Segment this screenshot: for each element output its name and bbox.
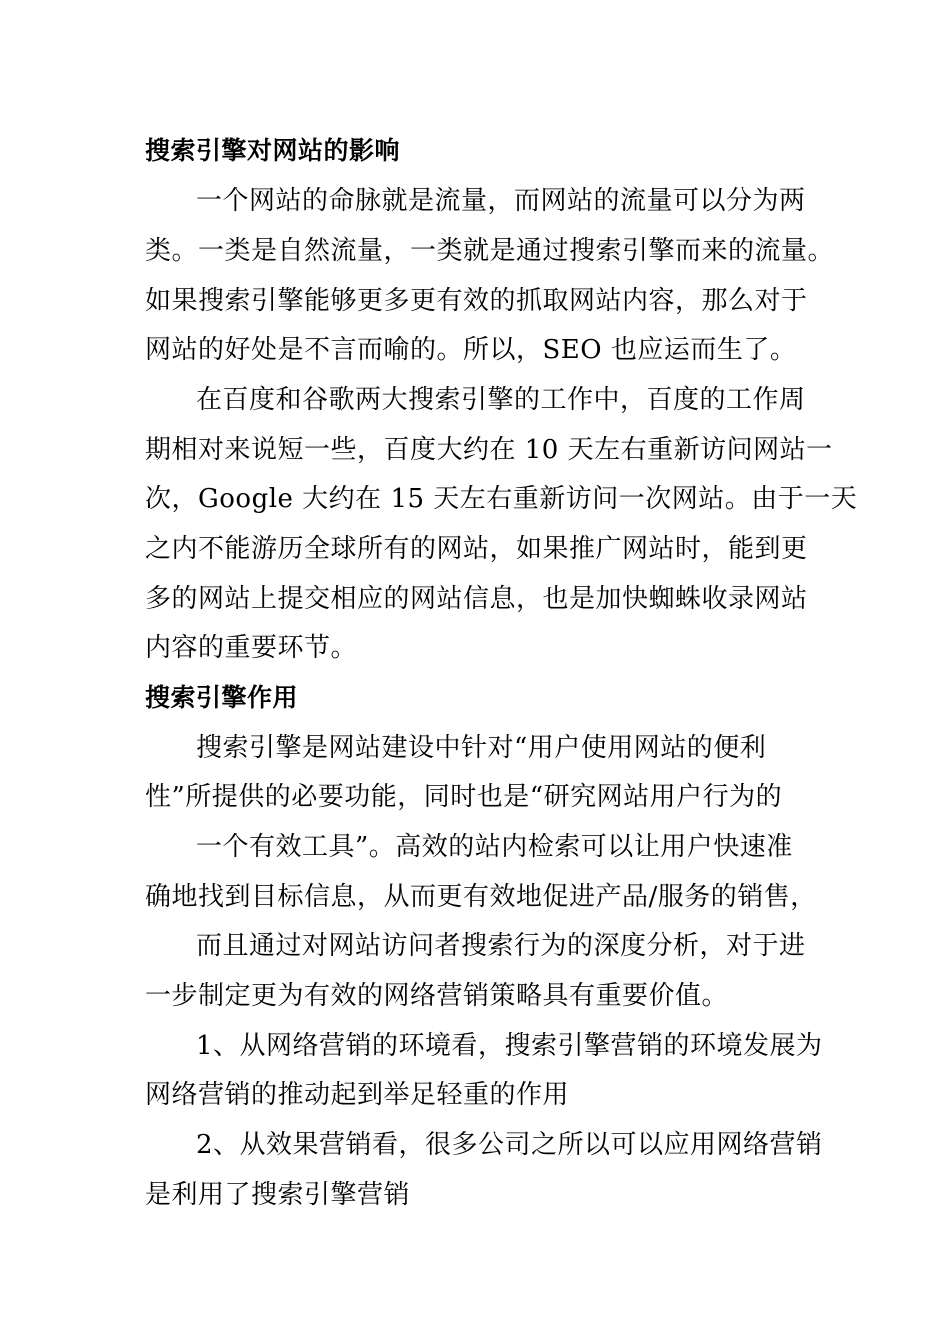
paragraph-line: 多的网站上提交相应的网站信息，也是加快蜘蛛收录网站: [145, 584, 808, 614]
paragraph-line: 在百度和谷歌两大搜索引擎的工作中，百度的工作周: [196, 385, 806, 415]
paragraph-line: 内容的重要环节。: [145, 633, 358, 663]
paragraph-line: 网络营销的推动起到举足轻重的作用: [145, 1080, 570, 1110]
paragraph-line: 如果搜索引擎能够更多更有效的抓取网站内容，那么对于: [145, 286, 808, 316]
paragraph-line: 确地找到目标信息，从而更有效地促进产品/服务的销售，: [145, 882, 817, 912]
paragraph-line: 网站的好处是不言而喻的。所以，SEO 也应运而生了。: [145, 335, 797, 365]
paragraph-line: 一个有效工具”。高效的站内检索可以让用户快速准: [196, 832, 793, 862]
section-heading-search-engine-role: 搜索引擎作用: [145, 683, 299, 712]
paragraph-line: 期相对来说短一些，百度大约在 10 天左右重新访问网站一: [145, 435, 833, 465]
paragraph-line: 是利用了搜索引擎营销: [145, 1180, 411, 1210]
paragraph-line: 之内不能游历全球所有的网站，如果推广网站时，能到更: [145, 534, 808, 564]
paragraph-line: 而且通过对网站访问者搜索行为的深度分析，对于进: [196, 931, 806, 961]
paragraph-line: 性”所提供的必要功能，同时也是“研究网站用户行为的: [145, 782, 783, 812]
paragraph-line: 1、从网络营销的环境看，搜索引擎营销的环境发展为: [196, 1031, 823, 1061]
paragraph-line: 一步制定更为有效的网络营销策略具有重要价值。: [145, 981, 729, 1011]
paragraph-line: 次，Google 大约在 15 天左右重新访问一次网站。由于一天: [145, 484, 858, 514]
paragraph-line: 2、从效果营销看，很多公司之所以可以应用网络营销: [196, 1130, 823, 1160]
paragraph-line: 类。一类是自然流量，一类就是通过搜索引擎而来的流量。: [145, 236, 835, 266]
section-heading-seo-impact: 搜索引擎对网站的影响: [145, 136, 401, 165]
paragraph-line: 搜索引擎是网站建设中针对“用户使用网站的便利: [196, 733, 767, 763]
paragraph-line: 一个网站的命脉就是流量，而网站的流量可以分为两: [196, 186, 806, 216]
